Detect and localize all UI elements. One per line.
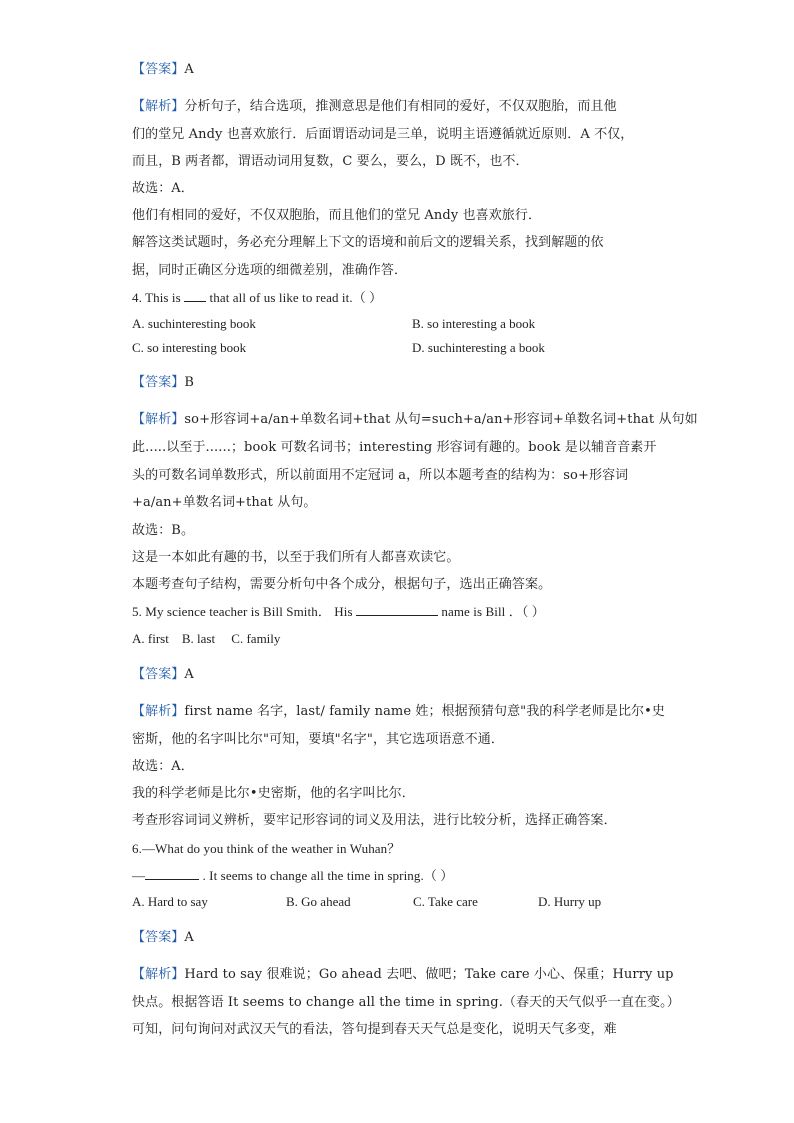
analysis-line bbox=[132, 703, 665, 721]
answer-line bbox=[132, 666, 194, 684]
answer-tag: 【答案】 bbox=[132, 375, 185, 390]
analysis-text: 解答这类试题时，务必充分理解上下文的语境和前后文的逻辑关系，找到解题的依 bbox=[132, 235, 604, 250]
answer-tag: 【答案】 bbox=[132, 667, 185, 682]
analysis-text: so+形容词+a/an+单数名词+that 从句=such+a/an+形容词+单数名词+that 从句如 bbox=[184, 412, 698, 427]
option-b: B. Go ahead bbox=[286, 894, 351, 909]
answer-line bbox=[132, 61, 194, 79]
analysis-tag: 【解析】 bbox=[132, 704, 185, 719]
option-c: C. Take care bbox=[413, 894, 478, 909]
analysis-text: 们的堂兄 Andy 也喜欢旅行．后面谓语动词是三单，说明主语遵循就近原则．A 不仅， bbox=[132, 127, 634, 142]
analysis-line bbox=[132, 411, 698, 429]
analysis-text: 这是一本如此有趣的书，以至于我们所有人都喜欢读它。 bbox=[132, 550, 460, 565]
answer-value: A bbox=[184, 667, 194, 682]
analysis-text: 考查形容词词义辨析，要牢记形容词的词义及用法，进行比较分析，选择正确答案． bbox=[132, 813, 617, 828]
question-stem-line2: — . It seems to change all the time in spring.（ ） bbox=[132, 868, 454, 883]
answer-value: B bbox=[184, 375, 195, 390]
option-b: B. so interesting a book bbox=[412, 316, 536, 331]
analysis-text: 我的科学老师是比尔•史密斯，他的名字叫比尔． bbox=[132, 786, 415, 801]
answer-blank bbox=[145, 867, 199, 880]
option-a: A. Hard to say bbox=[132, 894, 208, 909]
analysis-line bbox=[132, 98, 617, 116]
analysis-text: 据，同时正确区分选项的细微差别，准确作答． bbox=[132, 263, 408, 278]
answer-tag: 【答案】 bbox=[132, 62, 185, 77]
analysis-text: 故选：A． bbox=[132, 181, 194, 196]
analysis-text: 分析句子，结合选项，推测意思是他们有相同的爱好，不仅双胞胎，而且他 bbox=[184, 99, 617, 114]
analysis-tag: 【解析】 bbox=[132, 412, 185, 427]
option-c: C. so interesting book bbox=[132, 340, 247, 355]
analysis-text: +a/an+单数名词+that 从句。 bbox=[132, 495, 317, 510]
answer-tag: 【答案】 bbox=[132, 930, 185, 945]
analysis-text: first name 名字，last/ family name 姓；根据预猜句意"我的科学老师是比尔•史 bbox=[184, 704, 666, 719]
options-row: A. first B. last C. family bbox=[132, 631, 281, 646]
analysis-text: 故选：B。 bbox=[132, 523, 195, 538]
option-d: D. Hurry up bbox=[538, 894, 602, 909]
option-a: A. suchinteresting book bbox=[132, 316, 256, 331]
analysis-text: 而且，B 两者都，谓语动词用复数，C 要么，要么，D 既不，也不． bbox=[132, 154, 529, 169]
analysis-text: 头的可数名词单数形式，所以前面用不定冠词 a，所以本题考查的结构为：so+形容词 bbox=[132, 468, 629, 483]
answer-value: A bbox=[184, 62, 194, 77]
answer-blank bbox=[184, 289, 206, 302]
analysis-text: 故选：A． bbox=[132, 759, 194, 774]
question-stem: 4. This is that all of us like to read it.（ ） bbox=[132, 290, 383, 305]
analysis-text: 可知，问句询问对武汉天气的看法，答句提到春天天气总是变化，说明天气多变，难 bbox=[132, 1022, 617, 1037]
option-d: D. suchinteresting a book bbox=[412, 340, 545, 355]
answer-line bbox=[132, 929, 194, 947]
question-stem: 5. My science teacher is Bill Smith． His name is Bill ．（ ） bbox=[132, 604, 545, 619]
analysis-text: 此.....以至于......；book 可数名词书；interesting 形容词有趣的。book 是以辅音音素开 bbox=[132, 440, 657, 455]
answer-value: A bbox=[184, 930, 194, 945]
question-stem: 6.—What do you think of the weather in Wuhan？ bbox=[132, 841, 401, 856]
analysis-tag: 【解析】 bbox=[132, 967, 185, 982]
analysis-text: 快点。根据答语 It seems to change all the time in spring.（春天的天气似乎一直在变。） bbox=[132, 995, 680, 1010]
answer-line bbox=[132, 374, 194, 392]
analysis-line bbox=[132, 966, 674, 984]
analysis-text: 密斯，他的名字叫比尔"可知，要填"名字"，其它选项语意不通． bbox=[132, 732, 504, 747]
answer-blank bbox=[356, 603, 438, 616]
analysis-text: Hard to say 很难说；Go ahead 去吧、做吧；Take care 小心、保重；Hurry up bbox=[184, 967, 674, 982]
analysis-text: 他们有相同的爱好，不仅双胞胎，而且他们的堂兄 Andy 也喜欢旅行． bbox=[132, 208, 542, 223]
analysis-tag: 【解析】 bbox=[132, 99, 185, 114]
analysis-text: 本题考查句子结构，需要分析句中各个成分，根据句子，选出正确答案。 bbox=[132, 577, 552, 592]
